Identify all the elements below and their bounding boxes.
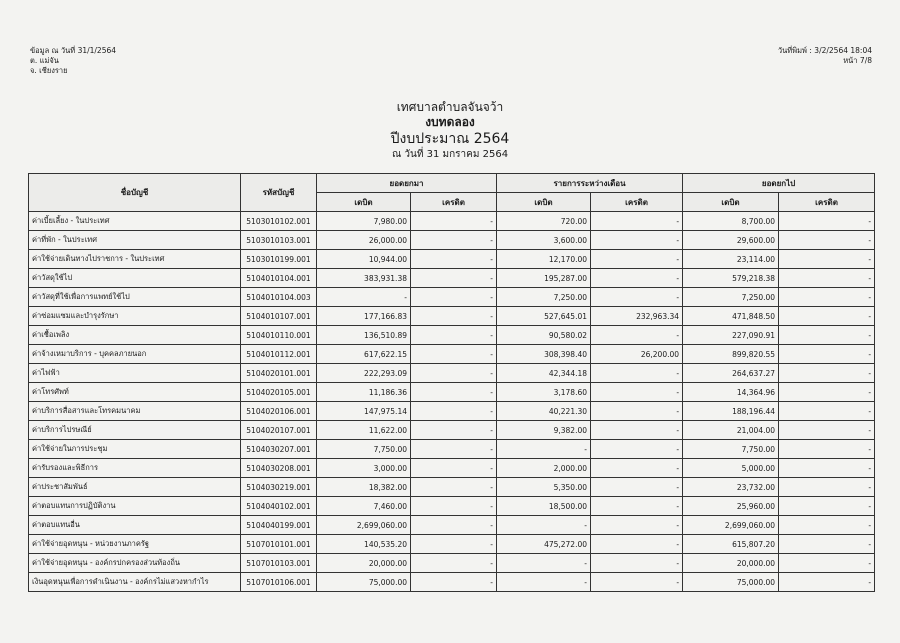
- account-name-cell: ค่าใช้จ่ายเดินทางไปราชการ - ในประเทศ: [29, 250, 241, 269]
- account-code-cell: 5107010101.001: [241, 535, 317, 554]
- cf-debit-cell: 471,848.50: [683, 307, 779, 326]
- mv-debit-cell: 5,350.00: [497, 478, 591, 497]
- account-name-cell: ค่าใช้จ่ายอุดหนุน - องค์กรปกครองส่วนท้องถิ่น: [29, 554, 241, 573]
- cf-credit-cell: -: [779, 250, 875, 269]
- table-row: [29, 212, 875, 231]
- cf-credit-cell: -: [779, 269, 875, 288]
- report-meta-right: [778, 46, 872, 66]
- cf-credit-cell: -: [779, 307, 875, 326]
- cf-credit-cell: -: [779, 535, 875, 554]
- col-cf-credit: เครดิต: [779, 193, 875, 212]
- account-name-cell: ค่าที่พัก - ในประเทศ: [29, 231, 241, 250]
- bf-credit-cell: -: [411, 497, 497, 516]
- bf-debit-cell: 177,166.83: [317, 307, 411, 326]
- mv-credit-cell: -: [591, 288, 683, 307]
- cf-credit-cell: -: [779, 345, 875, 364]
- as-of-date: ณ วันที่ 31 มกราคม 2564: [391, 149, 509, 160]
- table-row: [29, 231, 875, 250]
- account-name-cell: ค่าวัสดุที่ใช้เพื่อการแพทย์ใช้ไป: [29, 288, 241, 307]
- subdistrict: ต. แม่จัน: [30, 56, 59, 65]
- account-name-cell: ค่าตอบแทนอื่น: [29, 516, 241, 535]
- bf-debit-cell: -: [317, 288, 411, 307]
- account-code-cell: 5104010104.001: [241, 269, 317, 288]
- table-row: [29, 364, 875, 383]
- bf-debit-cell: 383,931.38: [317, 269, 411, 288]
- mv-credit-cell: -: [591, 478, 683, 497]
- bf-credit-cell: -: [411, 212, 497, 231]
- cf-credit-cell: -: [779, 459, 875, 478]
- bf-credit-cell: -: [411, 535, 497, 554]
- mv-debit-cell: 12,170.00: [497, 250, 591, 269]
- cf-debit-cell: 23,114.00: [683, 250, 779, 269]
- print-date-line: [778, 46, 872, 56]
- mv-debit-cell: 475,272.00: [497, 535, 591, 554]
- bf-credit-cell: -: [411, 421, 497, 440]
- data-as-of: ข้อมูล ณ วันที่ 31/1/2564: [30, 46, 117, 55]
- bf-debit-cell: 140,535.20: [317, 535, 411, 554]
- report-titles: [0, 100, 900, 161]
- bf-debit-cell: 18,382.00: [317, 478, 411, 497]
- mv-credit-cell: -: [591, 250, 683, 269]
- account-name-cell: ค่าซ่อมแซมและบำรุงรักษา: [29, 307, 241, 326]
- cf-credit-cell: -: [779, 288, 875, 307]
- bf-debit-cell: 7,980.00: [317, 212, 411, 231]
- account-name-cell: ค่าตอบแทนการปฏิบัติงาน: [29, 497, 241, 516]
- mv-debit-cell: 90,580.02: [497, 326, 591, 345]
- col-account-code: รหัสบัญชี: [241, 174, 317, 212]
- bf-debit-cell: 136,510.89: [317, 326, 411, 345]
- cf-debit-cell: 8,700.00: [683, 212, 779, 231]
- bf-debit-cell: 75,000.00: [317, 573, 411, 592]
- cf-debit-cell: 264,637.27: [683, 364, 779, 383]
- account-code-cell: 5104010110.001: [241, 326, 317, 345]
- mv-debit-cell: 308,398.40: [497, 345, 591, 364]
- col-mv-credit: เครดิต: [591, 193, 683, 212]
- cf-debit-cell: 14,364.96: [683, 383, 779, 402]
- mv-credit-cell: -: [591, 269, 683, 288]
- bf-credit-cell: -: [411, 383, 497, 402]
- fiscal-year: ปีงบประมาณ 2564: [390, 131, 510, 147]
- account-code-cell: 5104010107.001: [241, 307, 317, 326]
- table-row: [29, 288, 875, 307]
- account-code-cell: 5104030208.001: [241, 459, 317, 478]
- table-row: [29, 326, 875, 345]
- cf-debit-cell: 7,250.00: [683, 288, 779, 307]
- account-name-cell: ค่าประชาสัมพันธ์: [29, 478, 241, 497]
- table-row: [29, 440, 875, 459]
- account-name-cell: เงินอุดหนุนเพื่อการดำเนินงาน - องค์กรไม่แสวงหากำไร: [29, 573, 241, 592]
- table-row: [29, 269, 875, 288]
- bf-credit-cell: -: [411, 326, 497, 345]
- account-code-cell: 5104030207.001: [241, 440, 317, 459]
- mv-debit-cell: -: [497, 554, 591, 573]
- bf-debit-cell: 10,944.00: [317, 250, 411, 269]
- mv-credit-cell: -: [591, 402, 683, 421]
- mv-debit-cell: 3,600.00: [497, 231, 591, 250]
- bf-credit-cell: -: [411, 478, 497, 497]
- print-date-label: วันที่พิมพ์ :: [777, 46, 812, 55]
- mv-debit-cell: 40,221.30: [497, 402, 591, 421]
- page-label: หน้า: [843, 56, 858, 65]
- report-title: งบทดลอง: [425, 115, 475, 129]
- table-row: [29, 345, 875, 364]
- account-name-cell: ค่าจ้างเหมาบริการ - บุคคลภายนอก: [29, 345, 241, 364]
- mv-debit-cell: 3,178.60: [497, 383, 591, 402]
- table-row: [29, 459, 875, 478]
- cf-credit-cell: -: [779, 402, 875, 421]
- cf-credit-cell: -: [779, 421, 875, 440]
- account-code-cell: 5104020106.001: [241, 402, 317, 421]
- bf-credit-cell: -: [411, 269, 497, 288]
- account-code-cell: 5103010199.001: [241, 250, 317, 269]
- mv-debit-cell: 18,500.00: [497, 497, 591, 516]
- mv-credit-cell: -: [591, 212, 683, 231]
- table-row: [29, 421, 875, 440]
- table-row: [29, 497, 875, 516]
- col-brought-forward: ยอดยกมา: [317, 174, 497, 193]
- table-row: [29, 554, 875, 573]
- bf-debit-cell: 2,699,060.00: [317, 516, 411, 535]
- bf-debit-cell: 11,622.00: [317, 421, 411, 440]
- cf-debit-cell: 615,807.20: [683, 535, 779, 554]
- mv-debit-cell: 195,287.00: [497, 269, 591, 288]
- bf-credit-cell: -: [411, 345, 497, 364]
- bf-debit-cell: 222,293.09: [317, 364, 411, 383]
- account-code-cell: 5104010104.003: [241, 288, 317, 307]
- mv-credit-cell: -: [591, 554, 683, 573]
- bf-credit-cell: -: [411, 573, 497, 592]
- cf-credit-cell: -: [779, 478, 875, 497]
- table-row: [29, 307, 875, 326]
- account-code-cell: 5104010112.001: [241, 345, 317, 364]
- account-name-cell: ค่าใช้จ่ายอุดหนุน - หน่วยงานภาครัฐ: [29, 535, 241, 554]
- cf-debit-cell: 29,600.00: [683, 231, 779, 250]
- account-name-cell: ค่าเบี้ยเลี้ยง - ในประเทศ: [29, 212, 241, 231]
- cf-credit-cell: -: [779, 364, 875, 383]
- mv-credit-cell: 26,200.00: [591, 345, 683, 364]
- cf-debit-cell: 5,000.00: [683, 459, 779, 478]
- col-account-name: ชื่อบัญชี: [29, 174, 241, 212]
- bf-credit-cell: -: [411, 440, 497, 459]
- cf-credit-cell: -: [779, 440, 875, 459]
- cf-debit-cell: 579,218.38: [683, 269, 779, 288]
- cf-credit-cell: -: [779, 383, 875, 402]
- account-code-cell: 5107010103.001: [241, 554, 317, 573]
- table-row: [29, 402, 875, 421]
- bf-debit-cell: 147,975.14: [317, 402, 411, 421]
- cf-credit-cell: -: [779, 554, 875, 573]
- account-code-cell: 5104030219.001: [241, 478, 317, 497]
- header-row-1: [29, 174, 875, 193]
- trial-balance-table: [28, 173, 875, 592]
- ledger-body: [29, 212, 875, 592]
- account-code-cell: 5103010102.001: [241, 212, 317, 231]
- account-name-cell: ค่ารับรองและพิธีการ: [29, 459, 241, 478]
- bf-credit-cell: -: [411, 364, 497, 383]
- account-name-cell: ค่าเชื้อเพลิง: [29, 326, 241, 345]
- bf-credit-cell: -: [411, 459, 497, 478]
- mv-debit-cell: 7,250.00: [497, 288, 591, 307]
- cf-debit-cell: 20,000.00: [683, 554, 779, 573]
- cf-debit-cell: 23,732.00: [683, 478, 779, 497]
- account-name-cell: ค่าใช้จ่ายในการประชุม: [29, 440, 241, 459]
- cf-debit-cell: 7,750.00: [683, 440, 779, 459]
- cf-credit-cell: -: [779, 212, 875, 231]
- table-row: [29, 383, 875, 402]
- mv-credit-cell: -: [591, 459, 683, 478]
- cf-credit-cell: -: [779, 573, 875, 592]
- mv-debit-cell: 9,382.00: [497, 421, 591, 440]
- account-code-cell: 5104040102.001: [241, 497, 317, 516]
- account-code-cell: 5104020101.001: [241, 364, 317, 383]
- page-number-line: [778, 56, 872, 66]
- account-name-cell: ค่าบริการไปรษณีย์: [29, 421, 241, 440]
- mv-credit-cell: -: [591, 364, 683, 383]
- bf-debit-cell: 11,186.36: [317, 383, 411, 402]
- table-row: [29, 573, 875, 592]
- bf-debit-cell: 26,000.00: [317, 231, 411, 250]
- mv-credit-cell: 232,963.34: [591, 307, 683, 326]
- mv-debit-cell: 42,344.18: [497, 364, 591, 383]
- mv-credit-cell: -: [591, 231, 683, 250]
- cf-debit-cell: 227,090.91: [683, 326, 779, 345]
- page-number: 7/8: [859, 56, 872, 65]
- account-name-cell: ค่าโทรศัพท์: [29, 383, 241, 402]
- col-movement: รายการระหว่างเดือน: [497, 174, 683, 193]
- account-code-cell: 5107010106.001: [241, 573, 317, 592]
- col-mv-debit: เดบิต: [497, 193, 591, 212]
- bf-debit-cell: 7,750.00: [317, 440, 411, 459]
- table-row: [29, 250, 875, 269]
- bf-debit-cell: 7,460.00: [317, 497, 411, 516]
- account-code-cell: 5104040199.001: [241, 516, 317, 535]
- table-row: [29, 516, 875, 535]
- cf-credit-cell: -: [779, 497, 875, 516]
- mv-credit-cell: -: [591, 497, 683, 516]
- col-carried-forward: ยอดยกไป: [683, 174, 875, 193]
- bf-credit-cell: -: [411, 516, 497, 535]
- cf-credit-cell: -: [779, 516, 875, 535]
- cf-debit-cell: 75,000.00: [683, 573, 779, 592]
- mv-credit-cell: -: [591, 573, 683, 592]
- account-name-cell: ค่าวัสดุใช้ไป: [29, 269, 241, 288]
- mv-credit-cell: -: [591, 535, 683, 554]
- org-name: เทศบาลตำบลจันจว้า: [396, 100, 504, 114]
- print-time: 18:04: [850, 46, 872, 55]
- bf-credit-cell: -: [411, 307, 497, 326]
- account-code-cell: 5103010103.001: [241, 231, 317, 250]
- mv-credit-cell: -: [591, 421, 683, 440]
- mv-debit-cell: 527,645.01: [497, 307, 591, 326]
- report-meta-left: [30, 46, 116, 76]
- cf-debit-cell: 2,699,060.00: [683, 516, 779, 535]
- bf-credit-cell: -: [411, 288, 497, 307]
- bf-debit-cell: 3,000.00: [317, 459, 411, 478]
- table-row: [29, 478, 875, 497]
- bf-credit-cell: -: [411, 554, 497, 573]
- mv-debit-cell: -: [497, 573, 591, 592]
- bf-credit-cell: -: [411, 250, 497, 269]
- account-code-cell: 5104020107.001: [241, 421, 317, 440]
- cf-debit-cell: 899,820.55: [683, 345, 779, 364]
- account-name-cell: ค่าบริการสื่อสารและโทรคมนาคม: [29, 402, 241, 421]
- cf-credit-cell: -: [779, 231, 875, 250]
- cf-debit-cell: 25,960.00: [683, 497, 779, 516]
- mv-credit-cell: -: [591, 326, 683, 345]
- col-bf-credit: เครดิต: [411, 193, 497, 212]
- account-name-cell: ค่าไฟฟ้า: [29, 364, 241, 383]
- col-cf-debit: เดบิต: [683, 193, 779, 212]
- print-date: 3/2/2564: [814, 46, 848, 55]
- cf-debit-cell: 21,004.00: [683, 421, 779, 440]
- mv-debit-cell: -: [497, 440, 591, 459]
- account-code-cell: 5104020105.001: [241, 383, 317, 402]
- mv-credit-cell: -: [591, 383, 683, 402]
- col-bf-debit: เดบิต: [317, 193, 411, 212]
- mv-debit-cell: 2,000.00: [497, 459, 591, 478]
- province: จ. เชียงราย: [30, 66, 68, 75]
- cf-credit-cell: -: [779, 326, 875, 345]
- mv-debit-cell: -: [497, 516, 591, 535]
- bf-credit-cell: -: [411, 402, 497, 421]
- bf-credit-cell: -: [411, 231, 497, 250]
- table-row: [29, 535, 875, 554]
- cf-debit-cell: 188,196.44: [683, 402, 779, 421]
- bf-debit-cell: 617,622.15: [317, 345, 411, 364]
- bf-debit-cell: 20,000.00: [317, 554, 411, 573]
- mv-debit-cell: 720.00: [497, 212, 591, 231]
- mv-credit-cell: -: [591, 516, 683, 535]
- mv-credit-cell: -: [591, 440, 683, 459]
